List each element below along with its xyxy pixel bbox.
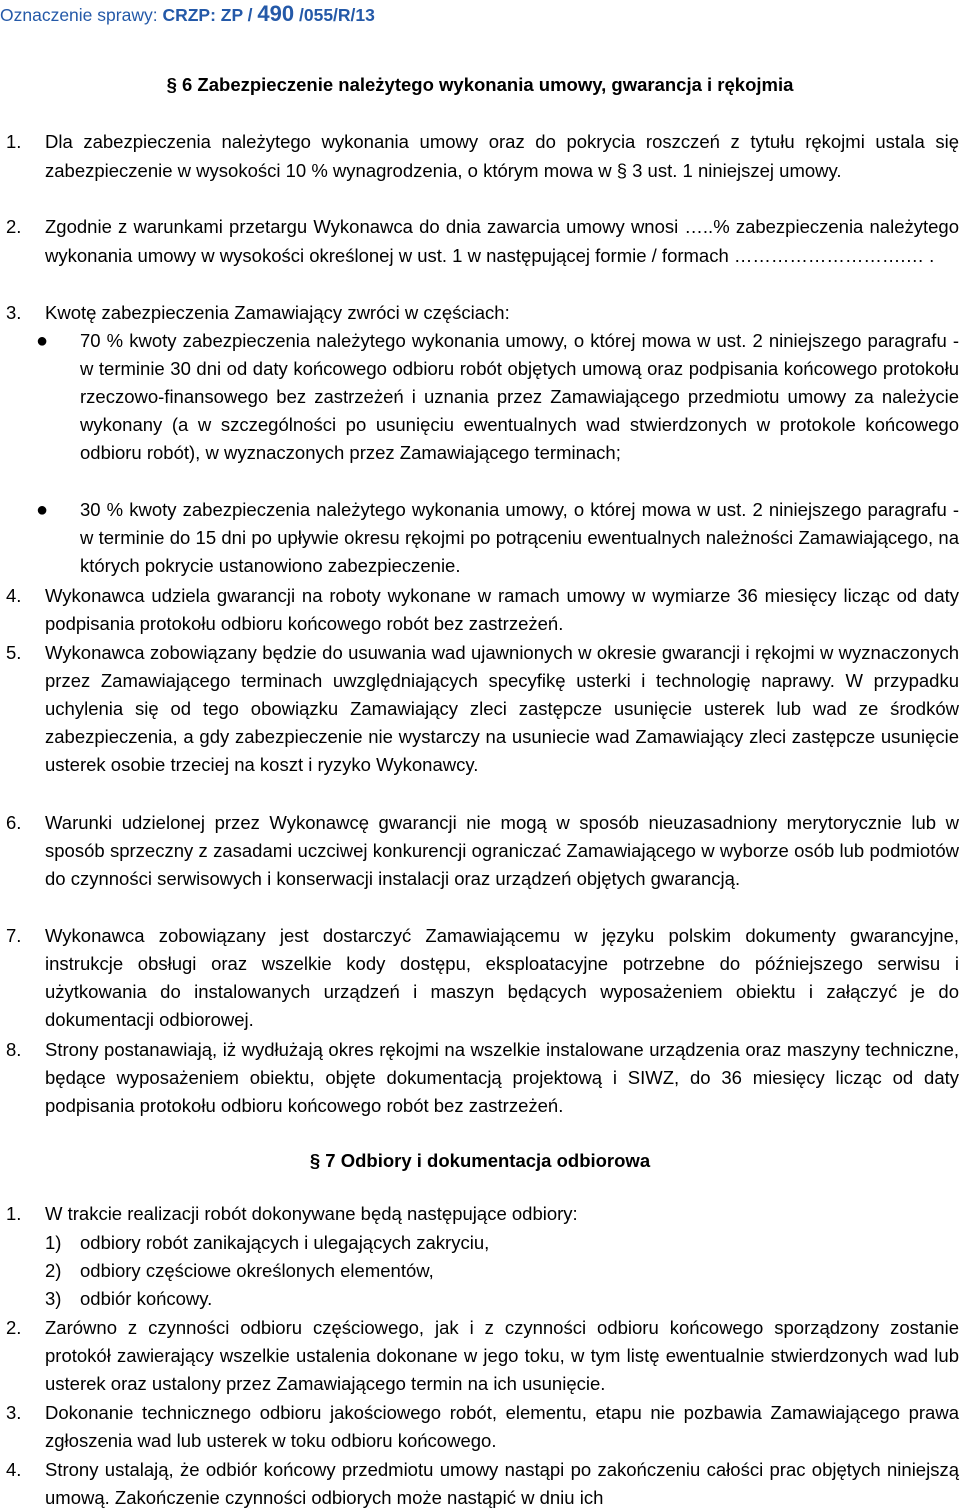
item-number: 7.: [6, 925, 22, 946]
item-text: Kwotę zabezpieczenia Zamawiający zwróci w częściach:: [45, 302, 510, 323]
item-number: 5.: [6, 642, 22, 663]
bullet-icon: ●: [36, 499, 49, 521]
item-text: Dla zabezpieczenia należytego wykonania umowy oraz do pokrycia roszczeń z tytułu rękojmi ustala się zabezpieczenie w wysokości 10 % wynagrodzenia, o którym mowa w § 3 ust. 1 niniejszej umowy.: [45, 131, 959, 181]
item-number: 3.: [6, 302, 22, 323]
case-reference-prefix: CRZP: ZP /: [162, 5, 258, 25]
item-number: 1.: [6, 1203, 22, 1224]
item-number: 4.: [6, 1459, 22, 1480]
subitem-text: odbiór końcowy.: [80, 1288, 213, 1309]
item-number: 6.: [6, 812, 22, 833]
bullet-icon: ●: [36, 330, 49, 352]
case-reference: [0, 1, 375, 27]
bullet-text: 30 % kwoty zabezpieczenia należytego wykonania umowy, o której mowa w ust. 2 niniejszego paragrafu - w terminie do 15 dni po upływie okresu rękojmi po potrąceniu ewentualnych należności Zamawiającego, na których pokrycie ustanowiono zabezpieczenie.: [80, 499, 959, 576]
case-reference-suffix: /055/R/13: [294, 5, 375, 25]
subitem-number: 3): [45, 1288, 62, 1309]
item-text: Strony postanawiają, iż wydłużają okres rękojmi na wszelkie instalowane urządzenia oraz maszyny techniczne, będące wyposażeniem obiektu, objęte dokumentacją projektową i SIWZ, do 36 miesięcy licząc od daty podpisania protokołu odbioru końcowego robót bez zastrzeżeń.: [45, 1039, 959, 1116]
bullet-text: 70 % kwoty zabezpieczenia należytego wykonania umowy, o której mowa w ust. 2 niniejszego paragrafu - w terminie 30 dni od daty końcowego odbioru robót objętych umową oraz podpisania końcowego protokołu rzeczowo-finansowego bez zastrzeżeń i uznania przez Zamawiającego przedmiotu umowy za należycie wykonany (a w szczególności po usunięciu ewentualnych wad stwierdzonych w protokole końcowego odbioru robót), w wyznaczonych przez Zamawiającego terminach;: [80, 330, 959, 463]
item-number: 1.: [6, 131, 22, 152]
subitem-text: odbiory robót zanikających i ulegających zakryciu,: [80, 1232, 490, 1253]
subitem-text: odbiory częściowe określonych elementów,: [80, 1260, 434, 1281]
item-text: Wykonawca zobowiązany będzie do usuwania wad ujawnionych w okresie gwarancji i rękojmi w wyznaczonych przez Zamawiającego terminach uwzględniających specyfikę usterki i technologię naprawy. W przypadku uchylenia się od tego obowiązku Zamawiający zleci zastępcze usunięcie usterek lub wad ze środków zabezpieczenia, a gdy zabezpieczenie nie wystarczy na usuniecie wad Zamawiający zleci zastępcze usunięcie usterek osobie trzeciej na koszt i ryzyko Wykonawcy.: [45, 642, 959, 775]
item-number: 2.: [6, 216, 22, 237]
item-number: 3.: [6, 1402, 22, 1423]
subitem-number: 2): [45, 1260, 62, 1281]
item-text: Warunki udzielonej przez Wykonawcę gwarancji nie mogą w sposób nieuzasadniony merytorycznie lub w sposób sprzeczny z zasadami uczciwej konkurencji ograniczać Zamawiającego w wyborze osób lub podmiotów do czynności serwisowych i konserwacji instalacji oraz urządzeń objętych gwarancją.: [45, 812, 959, 889]
item-number: 2.: [6, 1317, 22, 1338]
section-7-title: § 7 Odbiory i dokumentacja odbiorowa: [309, 1150, 651, 1171]
subitem-number: 1): [45, 1232, 62, 1253]
item-text: Wykonawca udziela gwarancji na roboty wykonane w ramach umowy w wymiarze 36 miesięcy licząc od daty podpisania protokołu odbioru końcowego robót bez zastrzeżeń.: [45, 585, 959, 634]
item-number: 8.: [6, 1039, 22, 1060]
item-text: Zarówno z czynności odbioru częściowego, jak i z czynności odbioru końcowego sporządzony zostanie protokół zawierający wszelkie ustalenia dokonane w jego toku, w tym listę ewentualnie stwierdzonych wad lub usterek oraz ustalony przez Zamawiającego termin na ich usunięcie.: [45, 1317, 959, 1394]
item-text: W trakcie realizacji robót dokonywane będą następujące odbiory:: [45, 1203, 578, 1224]
section-6-title: § 6 Zabezpieczenie należytego wykonania umowy, gwarancja i rękojmia: [166, 74, 794, 95]
item-text: Wykonawca zobowiązany jest dostarczyć Zamawiającemu w języku polskim dokumenty gwarancyjne, instrukcje obsługi oraz wszelkie kody dostępu, eksploatacyjne potrzebne do późniejszego serwisu i użytkowania do instalowanych urządzeń i maszyn będących wyposażeniem obiektu i załączyć je do dokumentacji odbiorowej.: [45, 925, 959, 1030]
item-text: Strony ustalają, że odbiór końcowy przedmiotu umowy nastąpi po zakończeniu całości prac objętych niniejszą umową. Zakończenie czynności odbiorych może nastąpić w dniu ich: [45, 1459, 959, 1508]
item-number: 4.: [6, 585, 22, 606]
item-text: Dokonanie technicznego odbioru jakościowego robót, elementu, etapu nie pozbawia Zamawiającego prawa zgłoszenia wad lub usterek w toku odbioru końcowego.: [45, 1402, 959, 1451]
case-reference-label: Oznaczenie sprawy:: [0, 5, 163, 25]
case-reference-number: 490: [257, 1, 295, 26]
item-text: Zgodnie z warunkami przetargu Wykonawca do dnia zawarcia umowy wnosi …..% zabezpieczenia należytego wykonania umowy w wysokości określonej w ust. 1 w następującej formie / formach ……………………….… .: [45, 216, 959, 266]
